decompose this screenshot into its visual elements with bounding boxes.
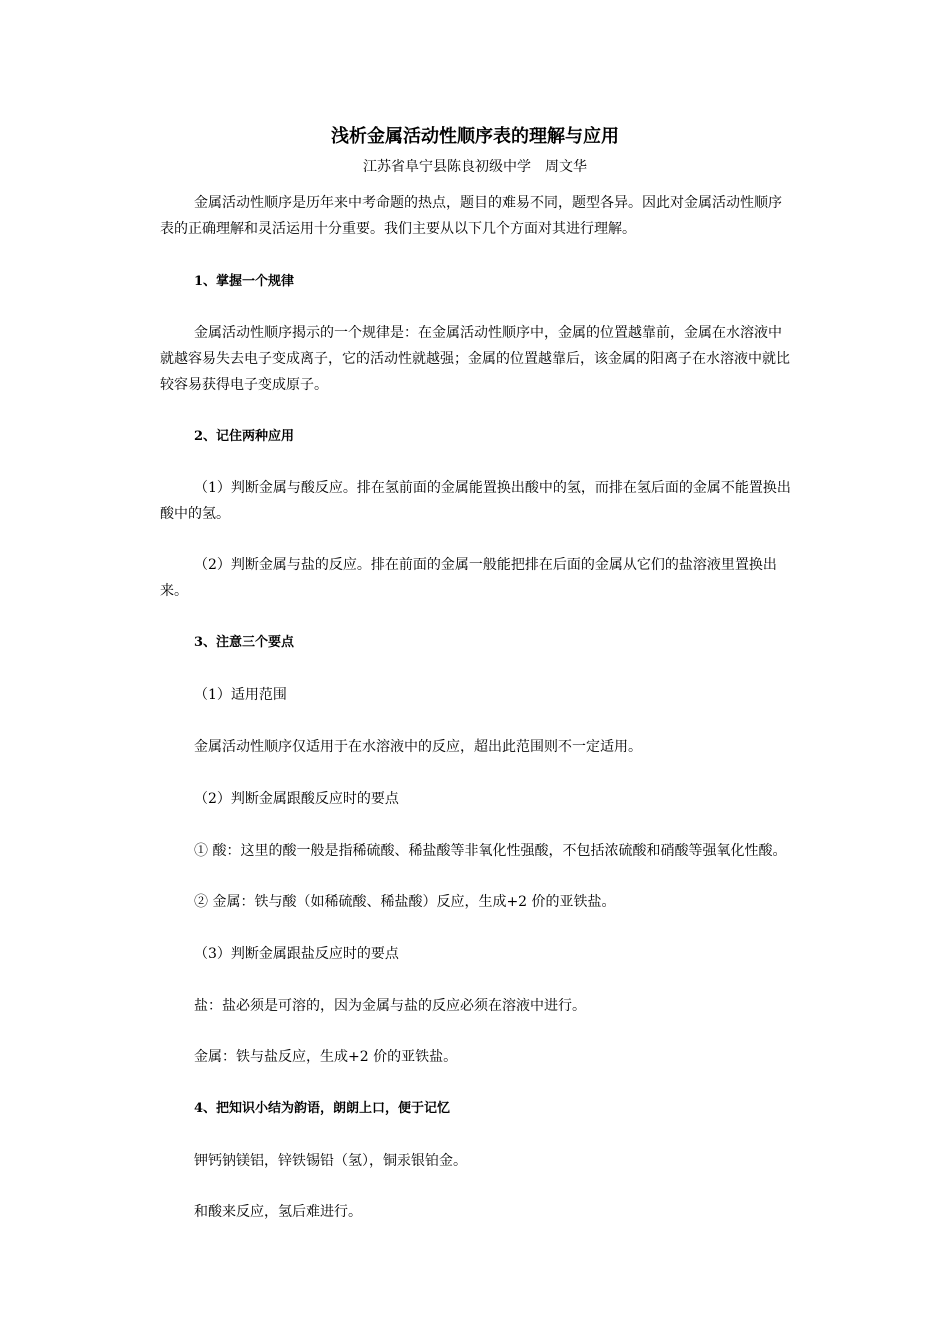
section-3-line-1: （1）适用范围: [194, 687, 287, 703]
section-3-line-8: 金属：铁与盐反应，生成+2 价的亚铁盐。: [194, 1049, 458, 1065]
section-3-line-3: （2）判断金属跟酸反应时的要点: [194, 791, 399, 807]
section-2-item-2: （2）判断金属与盐的反应。排在前面的金属一般能把排在后面的金属从它们的盐溶液里置换出来。: [160, 557, 777, 599]
document-title: 浅析金属活动性顺序表的理解与应用: [331, 126, 619, 147]
intro-paragraph: 金属活动性顺序是历年来中考命题的热点，题目的难易不同，题型各异。因此对金属活动性顺序表的正确理解和灵活运用十分重要。我们主要从以下几个方面对其进行理解。: [160, 195, 782, 237]
section-2-item-1: （1）判断金属与酸反应。排在氢前面的金属能置换出酸中的氢，而排在氢后面的金属不能置换出酸中的氢。: [160, 480, 791, 522]
section-heading-4: 4、把知识小结为韵语，朗朗上口，便于记忆: [194, 1101, 451, 1116]
section-heading-3: 3、注意三个要点: [194, 635, 295, 650]
section-3-line-4: ① 酸：这里的酸一般是指稀硫酸、稀盐酸等非氧化性强酸，不包括浓硫酸和硝酸等强氧化性酸。: [194, 843, 787, 859]
section-3-line-5: ② 金属：铁与酸（如稀硫酸、稀盐酸）反应，生成+2 价的亚铁盐。: [194, 894, 616, 910]
section-4-line-2: 和酸来反应，氢后难进行。: [194, 1204, 362, 1220]
section-3-line-2: 金属活动性顺序仅适用于在水溶液中的反应，超出此范围则不一定适用。: [194, 739, 642, 755]
section-3-line-6: （3）判断金属跟盐反应时的要点: [194, 946, 399, 962]
section-heading-1: 1、掌握一个规律: [194, 274, 295, 289]
section-heading-2: 2、记住两种应用: [194, 429, 295, 444]
section-1-paragraph: 金属活动性顺序揭示的一个规律是：在金属活动性顺序中，金属的位置越靠前，金属在水溶液中就越容易失去电子变成离子，它的活动性就越强；金属的位置越靠后，该金属的阳离子在水溶液中就比较容易获得电子变成原子。: [160, 325, 790, 393]
section-4-line-1: 钾钙钠镁铝，锌铁锡铅（氢），铜汞银铂金。: [194, 1153, 467, 1169]
section-3-line-7: 盐：盐必须是可溶的，因为金属与盐的反应必须在溶液中进行。: [194, 998, 586, 1014]
author-byline: 江苏省阜宁县陈良初级中学 周文华: [363, 159, 587, 175]
